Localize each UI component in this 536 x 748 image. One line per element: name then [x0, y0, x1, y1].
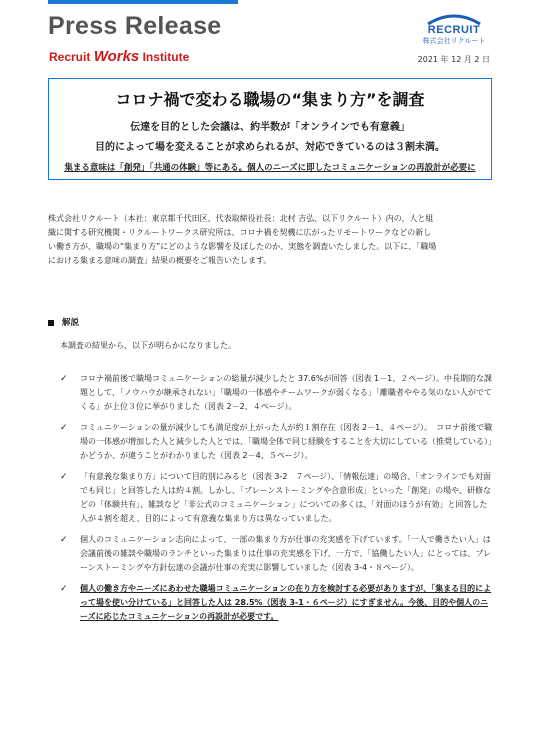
list-item-text: コロナ禍前後で職場コミュニケーションの総量が減少したと 37.6%が回答（図表 1－1、２ページ）。中長期的な課題として、「ノウハウが継承されない」「職場の一体感やチームワークが弱くなる」「離職者ややる気のない人がでてくる」が上位３位に挙がりました（図表 2－2、４ページ）。	[80, 374, 493, 411]
list-item	[60, 582, 494, 624]
logo-company: 株式会社リクルート	[422, 37, 486, 45]
list-item-text: コミュニケーションの量が減少しても満足度が上がった人が約１割存在（図表 2－1、４ページ）。 コロナ前後で職場の一体感が増加した人と減少した人とでは、「職場全体で同じ経験をすることを大切にしている（推奨している）」かどうか、が違うことがわかりました（図表 2－4、５ページ）。	[80, 423, 493, 460]
section-title: 解説	[62, 318, 80, 328]
list-item	[60, 372, 494, 414]
headline-title: コロナ禍で変わる職場の“集まり方”を調査	[115, 90, 425, 109]
headline-box	[48, 78, 492, 180]
square-bullet-icon	[48, 320, 54, 326]
page-title: Press Release	[48, 12, 222, 40]
release-date: 2021 年 12 月 2 日	[417, 55, 490, 64]
institute-prefix: Recruit	[49, 50, 94, 64]
intro-line: における集まる意味の調査」結果の概要をご報告いたします。	[48, 256, 272, 265]
headline-sub1: 伝達を目的とした会議は、約半数が「オンラインでも有意義」	[130, 122, 410, 133]
section-heading	[48, 316, 79, 328]
section-lead: 本調査の結果から、以下が明らかになりました。	[60, 341, 236, 350]
list-item-text: 個人の働き方やニーズにあわせた職場コミュニケーションの在り方を検討する必要がありますが、「集まる目的によって場を使い分けている」と回答した人は 28.5%（図表 3-1・６ページ）にすぎません。今後、目的や個人のニーズに応じたコミュニケーションの再設計が必要です。	[80, 584, 492, 621]
intro-line: い働き方が、職場の“集まり方”にどのような影響を及ぼしたのか、実態を調査いたしました。以下に、「職場	[48, 242, 437, 251]
list-item	[60, 421, 494, 463]
institute-works: Works	[93, 48, 140, 65]
intro-line: 株式会社リクルート（本社：東京都千代田区、代表取締役社長：北村 吉弘、以下リクルート）内の、人と組	[48, 214, 434, 223]
logo-text: RECRUIT	[427, 24, 481, 36]
headline-sub2: 目的によって場を変えることが求められるが、対応できているのは３割未満。	[95, 142, 445, 153]
list-item-text: 個人のコミュニケーション志向によって、一部の集まり方が仕事の充実感を下げています。「一人で働きたい人」は会議前後の雑談や職場のランチといった集まりは仕事の充実感を下げ、一方で、「協働したい人」にとっては、ブレーンストーミングや方針伝達の会議が仕事の充実に影響していました（図表 3-4・８ページ）。	[80, 535, 492, 572]
headline-note: 集まる意味は「創発」「共通の体験」等にある。個人のニーズに即したコミュニケーションの再設計が必要に	[64, 163, 476, 173]
accent-bar	[48, 0, 238, 4]
intro-line: 織に関する研究機関・リクルートワークス研究所は、コロナ禍を契機に広がったリモートワークなどの新し	[48, 228, 432, 237]
institute-name	[49, 48, 189, 65]
check-icon: ✓	[60, 374, 68, 384]
findings-list	[60, 372, 494, 631]
institute-suffix: Institute	[139, 50, 190, 64]
list-item-text: 「有意義な集まり方」について目的別にみると（図表 3-2 ７ページ）、「情報伝達」の場合、「オンラインでも対面でも同じ」と回答した人は約４割。しかし、「ブレーンストーミングや合意形成」といった「創発」の場や、研修などの「体験共有」、雑談など「非公式のコミュニケーション」についての多くは、「対面のほうが有効」と回答した人が４割を超え、目的によって有意義な集まり方は異なっていました。	[80, 472, 492, 523]
recruit-logo	[418, 12, 490, 46]
intro-paragraph	[48, 212, 492, 268]
check-icon: ✓	[60, 535, 68, 545]
check-icon: ✓	[60, 423, 68, 433]
list-item	[60, 470, 494, 526]
check-icon: ✓	[60, 584, 68, 594]
list-item	[60, 533, 494, 575]
check-icon: ✓	[60, 472, 68, 482]
